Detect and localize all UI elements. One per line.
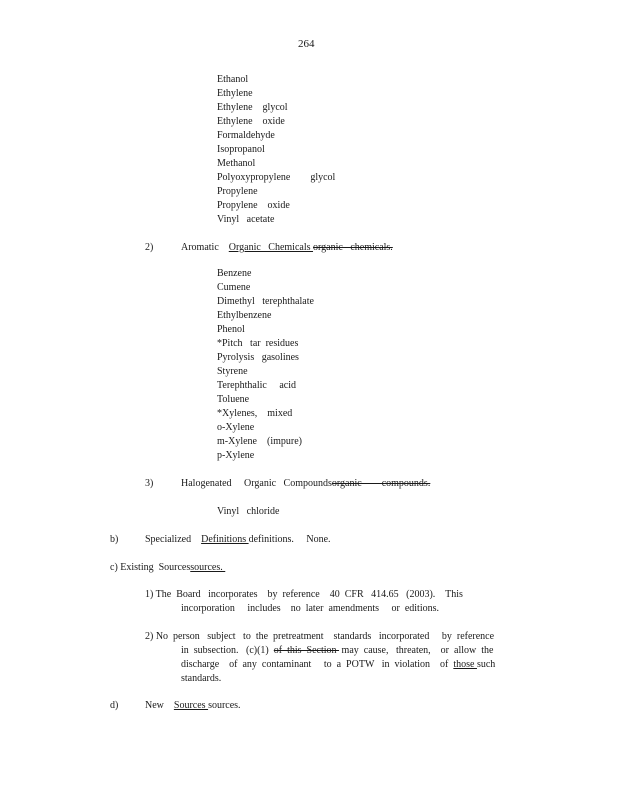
list-item: Formaldehyde xyxy=(217,130,275,141)
aromatic-chemical-list xyxy=(217,267,314,463)
list-item: Ethylene glycol xyxy=(217,102,288,113)
section-2-label: Aromatic xyxy=(181,242,219,253)
section-b-letter: b) xyxy=(110,534,119,545)
list-item: Styrene xyxy=(217,366,248,377)
text-segment: may cause, threaten, or allow the xyxy=(339,645,494,656)
deleted-text: organic chemicals. xyxy=(313,242,393,253)
paragraph-c2-line1: 2) No person subject to the pretreatment standards incorporated by reference xyxy=(145,631,495,642)
section-d-heading xyxy=(145,699,241,713)
inserted-text: Organic Chemicals xyxy=(228,242,314,253)
list-item: Pyrolysis gasolines xyxy=(217,352,299,363)
list-item: Polyoxypropylene glycol xyxy=(217,172,336,183)
page-number: 264 xyxy=(298,38,315,50)
section-d-rest: sources. xyxy=(208,700,241,711)
section-3-heading xyxy=(181,477,430,491)
section-c-label: c) Existing Sources xyxy=(110,562,191,573)
section-3-number: 3) xyxy=(145,478,154,489)
list-item: o-Xylene xyxy=(217,422,255,433)
section-b-heading xyxy=(145,533,331,547)
text-segment: discharge of any contaminant to a POTW in violation of xyxy=(181,659,454,670)
paragraph-c1-line1: 1) The Board incorporates by reference 40 CFR 414.65 (2003). This xyxy=(145,589,463,600)
list-item: m-Xylene (impure) xyxy=(217,436,302,447)
list-item: Isopropanol xyxy=(217,144,265,155)
list-item: Ethylbenzene xyxy=(217,310,272,321)
list-item: Methanol xyxy=(217,158,256,169)
paragraph-c1-line2: incorporation includes no later amendments or editions. xyxy=(181,603,439,614)
aliphatic-chemical-list xyxy=(217,73,335,227)
inserted-text: Definitions xyxy=(201,534,249,545)
list-item: Propylene xyxy=(217,186,258,197)
list-item: Vinyl acetate xyxy=(217,214,275,225)
list-item: Propylene oxide xyxy=(217,200,290,211)
list-item: Terephthalic acid xyxy=(217,380,296,391)
section-2-heading xyxy=(181,241,393,255)
list-item: p-Xylene xyxy=(217,450,255,461)
paragraph-c2-line4: standards. xyxy=(181,673,222,684)
list-item: Ethanol xyxy=(217,74,249,85)
section-b-rest: definitions. None. xyxy=(248,534,331,545)
section-d-label: New xyxy=(145,700,164,711)
inserted-text: those xyxy=(453,659,477,670)
text-segment: in subsection. (c)(1) xyxy=(181,645,274,656)
paragraph-c2-line3 xyxy=(181,658,495,672)
list-item: *Xylenes, mixed xyxy=(217,408,293,419)
list-item: Cumene xyxy=(217,282,251,293)
section-c-heading xyxy=(110,561,225,575)
section-d-letter: d) xyxy=(110,700,119,711)
inserted-text: Sources xyxy=(173,700,209,711)
list-item: Benzene xyxy=(217,268,252,279)
list-item: Ethylene xyxy=(217,88,253,99)
section-b-label: Specialized xyxy=(145,534,192,545)
section-3-label: Halogenated Organic Compounds xyxy=(181,478,332,489)
paragraph-c2-line2 xyxy=(181,644,493,658)
inserted-text: sources. xyxy=(190,562,226,573)
list-item: Vinyl chloride xyxy=(217,506,280,517)
deleted-text: of this Section xyxy=(273,645,340,656)
text-segment: such xyxy=(476,659,496,670)
list-item: Toluene xyxy=(217,394,250,405)
section-2-number: 2) xyxy=(145,242,154,253)
list-item: Dimethyl terephthalate xyxy=(217,296,314,307)
list-item: *Pitch tar residues xyxy=(217,338,299,349)
halogenated-chemical-list xyxy=(217,505,279,519)
list-item: Phenol xyxy=(217,324,245,335)
deleted-text: organic compounds. xyxy=(331,478,431,489)
list-item: Ethylene oxide xyxy=(217,116,285,127)
